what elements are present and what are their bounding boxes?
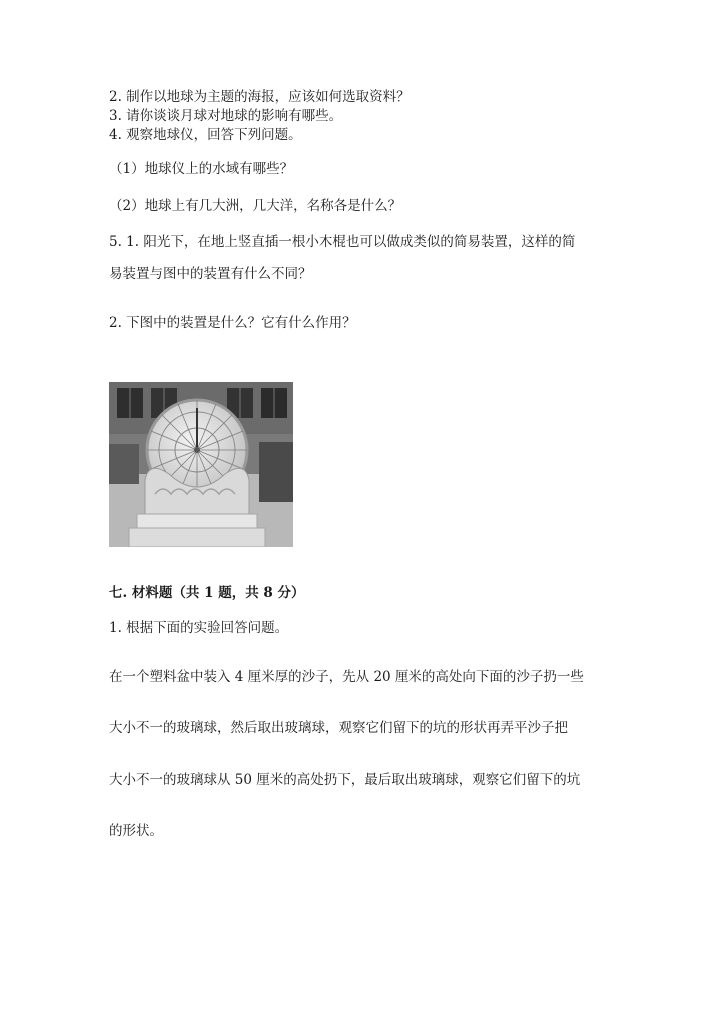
section-7-heading: 七. 材料题（共 1 题，共 8 分）: [109, 585, 305, 601]
question-5-2: 2. 下图中的装置是什么？它有什么作用？: [109, 315, 356, 331]
question-4: 4. 观察地球仪，回答下列问题。: [109, 127, 302, 143]
material-line-3: 大小不一的玻璃球从 50 厘米的高处扔下，最后取出玻璃球，观察它们留下的坑: [109, 772, 581, 788]
sundial-photo: [109, 382, 293, 547]
material-line-1: 在一个塑料盆中装入 4 厘米厚的沙子，先从 20 厘米的高处向下面的沙子扔一些: [109, 669, 584, 685]
question-3: 3. 请你谈谈月球对地球的影响有哪些。: [109, 108, 343, 124]
question-5-1-line-2: 易装置与图中的装置有什么不同？: [109, 266, 312, 282]
material-line-2: 大小不一的玻璃球，然后取出玻璃球，观察它们留下的坑的形状再弄平沙子把: [109, 720, 568, 736]
question-4-sub-2: （2）地球上有几大洲，几大洋，名称各是什么？: [109, 198, 402, 214]
section-7-question-1: 1. 根据下面的实验回答问题。: [109, 620, 289, 636]
question-5-1-line-1: 5. 1. 阳光下，在地上竖直插一根小木棍也可以做成类似的简易装置，这样的简: [109, 234, 576, 250]
question-4-sub-1: （1）地球仪上的水域有哪些？: [109, 161, 294, 177]
material-line-4: 的形状。: [109, 823, 163, 839]
question-2: 2. 制作以地球为主题的海报，应该如何选取资料？: [109, 89, 410, 105]
